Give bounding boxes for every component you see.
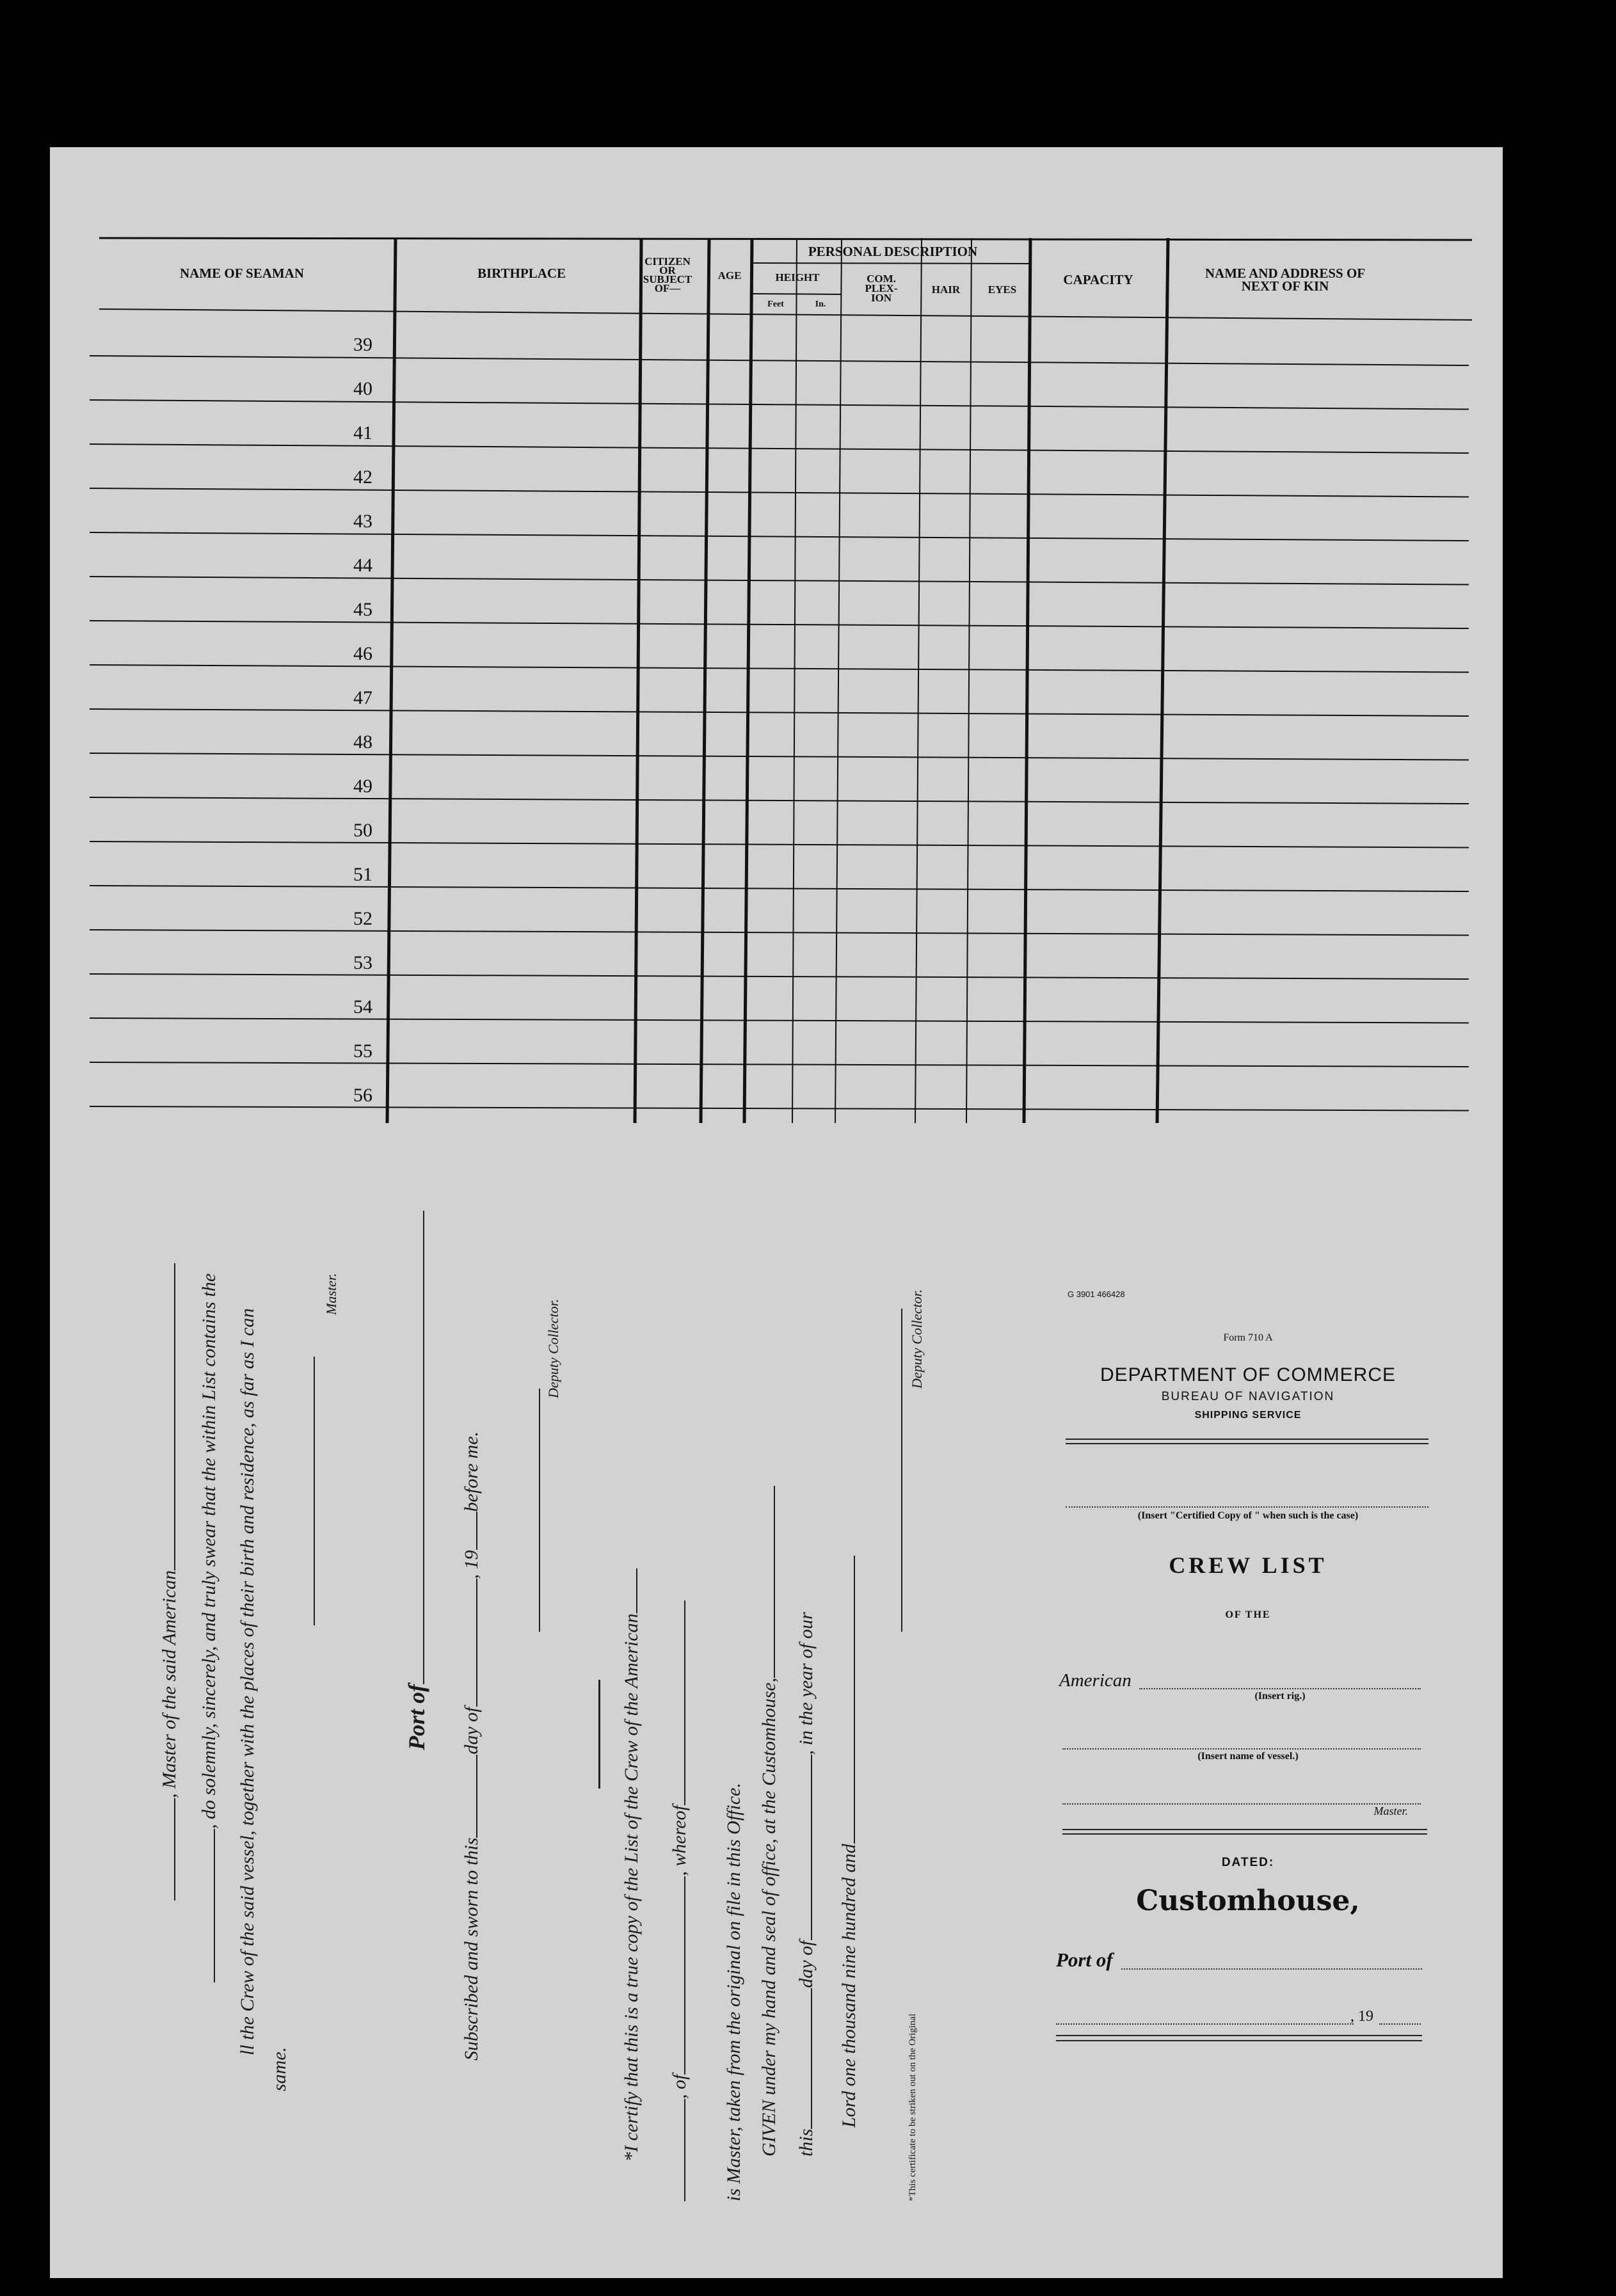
cover-rule-3 xyxy=(1062,1829,1427,1830)
header-complexion-3: ION xyxy=(870,292,892,304)
header-bottom-rule xyxy=(99,309,1472,320)
header-name-of-seaman: NAME OF SEAMAN xyxy=(179,266,305,281)
row-number: 50 xyxy=(353,820,372,841)
year-label-cover: , 19 xyxy=(1350,2008,1373,2025)
oath-line-1: , Master of the said American xyxy=(159,1263,180,1901)
header-personal-description: PERSONAL DESCRIPTION xyxy=(808,244,978,259)
dated-label: DATED: xyxy=(1221,1856,1275,1869)
deputy-signature-line-1 xyxy=(539,1389,540,1632)
table-row xyxy=(90,1106,1469,1111)
row-number: 53 xyxy=(353,952,372,973)
table-row xyxy=(90,797,1469,804)
certificate-footnote: *This certificate to be striken out on the Original xyxy=(908,2013,918,2201)
table-row xyxy=(90,974,1469,979)
port-line xyxy=(1121,1968,1422,1970)
certify-line-4: GIVEN under my hand and seal of office, at the Customhouse, xyxy=(758,1486,780,2156)
header-eyes: EYES xyxy=(988,283,1017,296)
form-number: Form 710 A xyxy=(1223,1332,1273,1343)
header-next-of-kin-2: NEXT OF KIN xyxy=(1241,278,1329,294)
table-row xyxy=(90,444,1469,453)
table-row xyxy=(90,356,1469,365)
table-row xyxy=(90,753,1469,760)
header-top-rule xyxy=(99,238,1472,240)
oath-line-4: same. xyxy=(269,2046,290,2091)
table-row xyxy=(90,577,1469,585)
column-divider xyxy=(387,238,396,1123)
personal-description-rule xyxy=(752,263,1030,264)
certified-copy-note: (Insert "Certified Copy of " when such is the case) xyxy=(1137,1510,1359,1521)
header-inches: In. xyxy=(815,299,826,309)
customhouse-label: Customhouse, xyxy=(1136,1885,1360,1917)
row-number: 55 xyxy=(353,1040,372,1062)
section-divider xyxy=(598,1680,600,1789)
header-citizen-1: CITIZEN xyxy=(644,255,691,267)
printer-code: G 3901 466428 xyxy=(1068,1289,1125,1299)
rig-line xyxy=(1139,1688,1421,1689)
row-number: 40 xyxy=(353,378,372,399)
row-number: 54 xyxy=(353,996,372,1017)
certify-line-2: , of, whereof xyxy=(669,1600,691,2201)
certify-line-5: thisday of, in the year of our xyxy=(796,1612,817,2156)
of-the-label: OF THE xyxy=(1225,1609,1271,1620)
certify-line-3: is Master, taken from the original on file in this Office. xyxy=(723,1783,744,2201)
row-number: 56 xyxy=(353,1085,372,1106)
column-divider xyxy=(792,238,797,1123)
header-complexion-2: PLEX- xyxy=(865,282,898,294)
column-divider xyxy=(835,238,842,1123)
oath-line-2: , do solemnly, sincerely, and truly swear that the within List contains the xyxy=(198,1273,220,1982)
header-feet: Feet xyxy=(767,299,784,309)
vessel-name-line xyxy=(1062,1748,1421,1750)
table-row xyxy=(90,532,1469,541)
service-title: SHIPPING SERVICE xyxy=(1194,1410,1302,1421)
table-row xyxy=(90,665,1469,673)
column-divider xyxy=(1157,238,1168,1123)
bureau-title: BUREAU OF NAVIGATION xyxy=(1161,1390,1335,1403)
table-row xyxy=(90,488,1469,497)
department-title: DEPARTMENT OF COMMERCE xyxy=(1100,1364,1396,1385)
master-label: Master. xyxy=(323,1273,339,1315)
header-birthplace: BIRTHPLACE xyxy=(477,266,566,281)
sworn-line: Subscribed and sworn to thisday of, 19before me. xyxy=(461,1431,482,2061)
header-capacity: CAPACITY xyxy=(1063,272,1133,287)
port-of-cover: Port of xyxy=(1056,1949,1113,1971)
column-divider xyxy=(635,238,641,1123)
table-row xyxy=(90,930,1469,936)
port-of-label: Port of xyxy=(403,1211,430,1750)
column-divider xyxy=(744,238,752,1123)
row-number: 44 xyxy=(353,555,372,576)
table-row xyxy=(90,621,1469,628)
header-citizen-2: OR xyxy=(659,264,676,276)
header-hair: HAIR xyxy=(931,283,961,296)
cover-rule-5 xyxy=(1056,2035,1422,2036)
master-signature-line xyxy=(314,1357,315,1625)
column-divider xyxy=(701,238,709,1123)
certify-line-1: *I certify that this is a true copy of the List of the Crew of the American xyxy=(621,1568,643,2162)
table-row xyxy=(90,841,1469,848)
master-label-cover: Master. xyxy=(1373,1805,1408,1817)
deputy-signature-line-2 xyxy=(901,1309,902,1632)
row-number: 52 xyxy=(353,908,372,929)
table-row xyxy=(90,886,1469,891)
header-next-of-kin-1: NAME AND ADDRESS OF xyxy=(1204,266,1366,281)
header-age: AGE xyxy=(717,269,742,282)
table-row xyxy=(90,1062,1469,1067)
header-height: HEIGHT xyxy=(775,271,820,283)
row-number: 45 xyxy=(353,599,372,620)
row-number: 48 xyxy=(353,731,372,753)
row-number: 46 xyxy=(353,643,372,664)
table-row xyxy=(90,709,1469,716)
row-number: 42 xyxy=(353,466,372,488)
header-citizen-3: SUBJECT xyxy=(643,273,692,285)
row-number: 49 xyxy=(353,776,372,797)
cover-rule-6 xyxy=(1056,2040,1422,2041)
cover-rule-4 xyxy=(1062,1833,1427,1835)
row-number: 47 xyxy=(353,687,372,708)
table-row xyxy=(90,1018,1469,1023)
year-line xyxy=(1379,2023,1421,2025)
row-number: 43 xyxy=(353,511,372,532)
header-complexion-1: COM. xyxy=(867,273,896,285)
row-number: 51 xyxy=(353,864,372,885)
header-citizen-4: OF— xyxy=(654,282,681,294)
column-divider xyxy=(966,238,972,1123)
american-label: American xyxy=(1059,1670,1132,1691)
table-row xyxy=(90,400,1469,410)
deputy-collector-label-1: Deputy Collector. xyxy=(545,1298,561,1398)
deputy-collector-label-2: Deputy Collector. xyxy=(909,1289,925,1389)
insert-vessel-note: (Insert name of vessel.) xyxy=(1197,1751,1299,1762)
crew-list-title: CREW LIST xyxy=(1169,1552,1327,1578)
column-divider xyxy=(1024,238,1030,1123)
date-line xyxy=(1056,2023,1354,2025)
oath-line-3: ll the Crew of the said vessel, together with the places of their birth and residence, as far as I can xyxy=(237,1308,258,2055)
certified-copy-line xyxy=(1066,1506,1428,1508)
cover-rule-1 xyxy=(1066,1439,1428,1440)
row-number: 39 xyxy=(353,334,372,355)
row-number: 41 xyxy=(353,422,372,443)
insert-rig-note: (Insert rig.) xyxy=(1254,1691,1306,1702)
certify-line-6: Lord one thousand nine hundred and xyxy=(838,1556,860,2128)
cover-rule-2 xyxy=(1066,1443,1428,1444)
column-divider xyxy=(915,238,922,1123)
